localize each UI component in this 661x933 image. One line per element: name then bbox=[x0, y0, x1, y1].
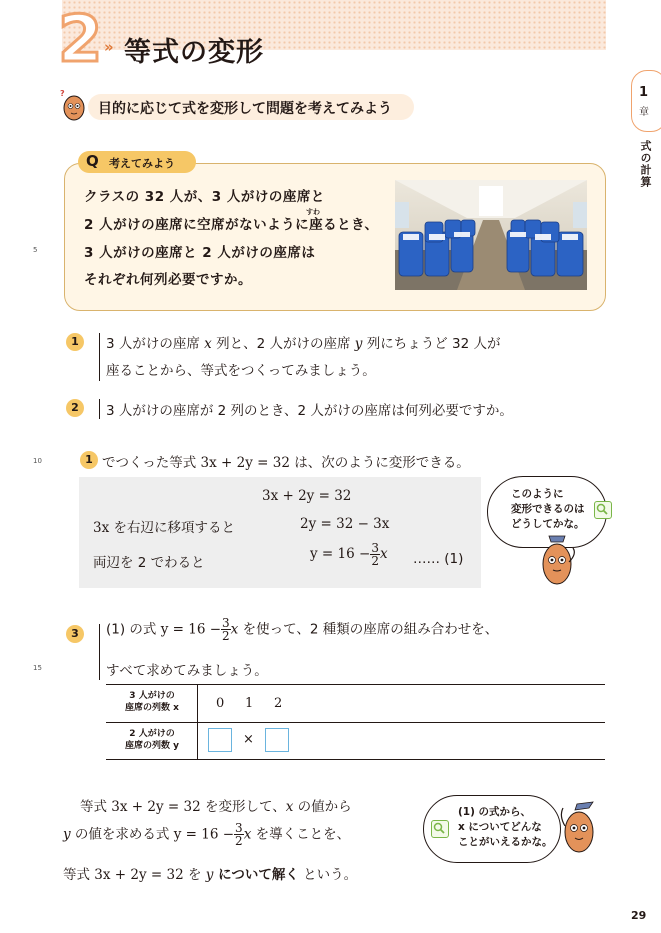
fraction-3-over-2: $\frac{3}{2}$ bbox=[222, 616, 230, 643]
derivation-eq-3: y = 16 − $\frac{3}{2}$ x bbox=[310, 541, 388, 568]
question-label-text: 考えてみよう bbox=[109, 157, 175, 170]
bubble1-text: このように 変形できるのは どうしてかな。 bbox=[511, 488, 585, 530]
table-value: 2 bbox=[274, 696, 283, 711]
derivation-step-3-label: 両辺を 2 でわると bbox=[93, 555, 205, 571]
item-number-1: 1 bbox=[66, 333, 84, 351]
line-number: 15 bbox=[33, 664, 42, 672]
item3-line-1: (1) の式 y = 16 − $\frac{3}{2}$ x を使って、2 種類の座席の組み合わせを、 bbox=[106, 616, 499, 643]
line-number: 5 bbox=[33, 246, 38, 254]
question-line-2: 2 人がけの座席に空席がないように座るとき、 bbox=[84, 217, 379, 233]
item-number-3: 3 bbox=[66, 625, 84, 643]
section-number: 2 bbox=[58, 3, 103, 77]
magnifier-icon bbox=[431, 820, 449, 838]
answer-input-box[interactable] bbox=[265, 728, 289, 752]
mascot-thinking-icon bbox=[533, 532, 581, 590]
svg-text:?: ? bbox=[60, 89, 65, 98]
bubble2-text: (1) の式から、 x についてどんな ことがいえるかな。 bbox=[458, 806, 553, 848]
chapter-tab bbox=[631, 70, 661, 132]
item2-text: 3 人がけの座席が 2 列のとき、2 人がけの座席は何列必要ですか。 bbox=[106, 403, 513, 419]
item-bracket bbox=[99, 333, 100, 381]
summary-line-3: 等式 3x + 2y = 32 を y について解く という。 bbox=[63, 867, 358, 883]
page-number: 29 bbox=[631, 909, 647, 922]
chapter-title: 式の計算 bbox=[639, 140, 652, 188]
chapter-label: 章 bbox=[639, 107, 649, 118]
section-arrows: » bbox=[104, 38, 114, 56]
section-title: 等式の変形 bbox=[124, 37, 264, 68]
question-line-1: クラスの 32 人が、3 人がけの座席と bbox=[84, 189, 325, 205]
table-border-middle bbox=[106, 722, 605, 723]
table-cross-mark: × bbox=[243, 732, 254, 747]
table-value: 0 bbox=[216, 696, 225, 711]
table-row2-header: 2 人がけの 座席の列数 y bbox=[124, 729, 179, 751]
intro-text: でつくった等式 3x + 2y = 32 は、次のように変形できる。 bbox=[102, 455, 470, 471]
magnifier-icon bbox=[594, 501, 612, 519]
item3-line-2: すべて求めてみましょう。 bbox=[106, 663, 268, 679]
question-line-4: それぞれ何列必要ですか。 bbox=[84, 272, 252, 288]
mascot-pointing-icon bbox=[557, 798, 605, 858]
item-bracket bbox=[99, 399, 100, 419]
derivation-eq-2: 2y = 32 − 3x bbox=[300, 516, 390, 532]
derivation-step-2-label: 3x を右辺に移項すると bbox=[93, 520, 235, 536]
question-ruby: すわ bbox=[306, 208, 320, 216]
item1-line-2: 座ることから、等式をつくってみましょう。 bbox=[106, 363, 376, 379]
table-border-top bbox=[106, 684, 605, 685]
table-border-bottom bbox=[106, 759, 605, 760]
table-border-vertical bbox=[197, 684, 198, 760]
fraction-3-over-2: $\frac{3}{2}$ bbox=[371, 541, 379, 568]
mascot-thinking-icon bbox=[58, 88, 90, 124]
question-line-3: 3 人がけの座席と 2 人がけの座席は bbox=[84, 245, 316, 261]
train-seats-photo bbox=[395, 180, 587, 290]
answer-input-box[interactable] bbox=[208, 728, 232, 752]
summary-line-1: 等式 3x + 2y = 32 を変形して、x の値から bbox=[80, 799, 352, 815]
goal-text: 目的に応じて式を変形して問題を考えてみよう bbox=[98, 101, 392, 117]
fraction-3-over-2: $\frac{3}{2}$ bbox=[235, 821, 243, 848]
reference-number-1: 1 bbox=[80, 451, 98, 469]
item1-line-1: 3 人がけの座席 x 列と、2 人がけの座席 y 列にちょうど 32 人が bbox=[106, 336, 501, 352]
summary-line-2: y の値を求める式 y = 16 − $\frac{3}{2}$ x を導くことを、 bbox=[63, 821, 351, 848]
chapter-number: 1 bbox=[639, 85, 649, 100]
derivation-eq-1: 3x + 2y = 32 bbox=[262, 488, 352, 504]
item-bracket bbox=[99, 624, 100, 680]
table-row1-header: 3 人がけの 座席の列数 x bbox=[125, 691, 179, 713]
line-number: 10 bbox=[33, 457, 42, 465]
equation-tag: …… (1) bbox=[413, 551, 464, 567]
table-value: 1 bbox=[245, 696, 254, 711]
item-number-2: 2 bbox=[66, 399, 84, 417]
question-label-q: Q bbox=[86, 152, 99, 170]
